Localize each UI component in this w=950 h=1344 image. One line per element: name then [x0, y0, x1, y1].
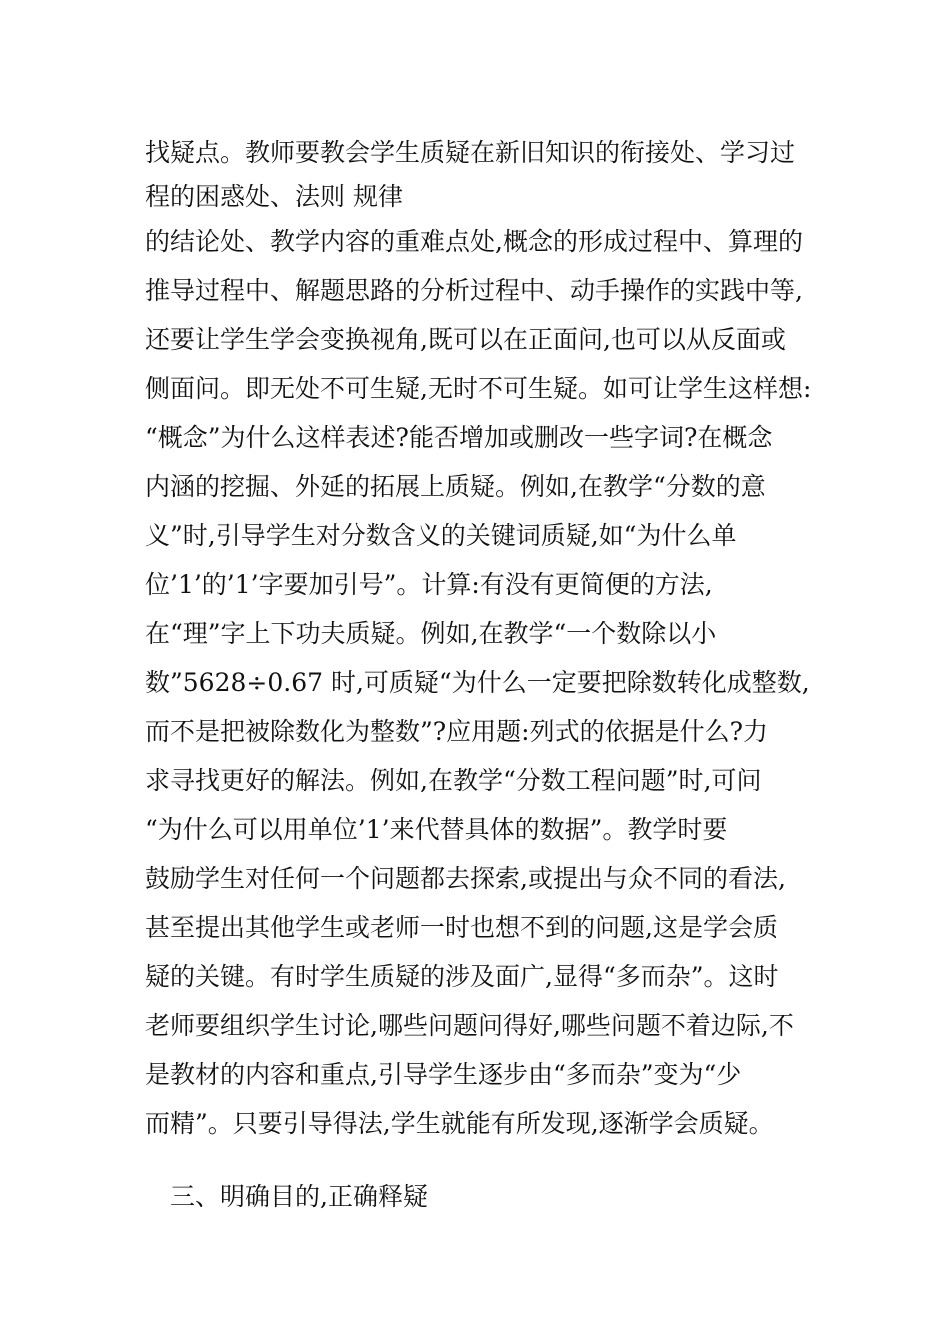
text-line: 甚至提出其他学生或老师一时也想不到的问题,这是学会质: [145, 913, 778, 942]
text-line: 内涵的挖掘、外延的拓展上质疑。例如,在教学“分数的意: [145, 472, 766, 501]
body-paragraph: [145, 128, 825, 1148]
text-line: 求寻找更好的解法。例如,在教学“分数工程问题”时,可问: [145, 766, 762, 795]
text-line: 推导过程中、解题思路的分析过程中、动手操作的实践中等,: [145, 276, 803, 305]
text-line: 而精”。只要引导得法,学生就能有所发现,逐渐学会质疑。: [145, 1109, 774, 1138]
text-line: 找疑点。教师要教会学生质疑在新旧知识的衔接处、学习过: [145, 138, 796, 167]
text-line: 位’1’的’1’字要加引号”。计算:有没有更简便的方法,: [145, 570, 713, 599]
text-line: “概念”为什么这样表述?能否增加或删改一些字词?在概念: [145, 423, 773, 452]
text-line: 义”时,引导学生对分数含义的关键词质疑,如“为什么单: [145, 521, 737, 550]
text-line: 是教材的内容和重点,引导学生逐步由“多而杂”变为“少: [145, 1060, 742, 1089]
text-line: 鼓励学生对任何一个问题都去探索,或提出与众不同的看法,: [145, 864, 786, 893]
text-line: 而不是把被除数化为整数”?应用题:列式的依据是什么?力: [145, 717, 769, 746]
text-line: 在“理”字上下功夫质疑。例如,在教学“一个数除以小: [145, 619, 717, 648]
text-line: 疑的关键。有时学生质疑的涉及面广,显得“多而杂”。这时: [145, 962, 779, 991]
section-heading: 三、明确目的,正确释疑: [170, 1182, 428, 1211]
text-line: “为什么可以用单位’1’来代替具体的数据”。教学时要: [145, 815, 728, 844]
text-line: 数”5628÷0.67 时,可质疑“为什么一定要把除数转化成整数,: [145, 668, 810, 697]
text-line: 的结论处、教学内容的重难点处,概念的形成过程中、算理的: [145, 227, 803, 256]
text-line: 老师要组织学生讨论,哪些问题问得好,哪些问题不着边际,不: [145, 1011, 794, 1040]
text-line: 还要让学生学会变换视角,既可以在正面问,也可以从反面或: [145, 325, 786, 354]
text-line: 侧面问。即无处不可生疑,无时不可生疑。如可让学生这样想:: [145, 374, 812, 403]
text-line: 程的困惑处、法则 规律: [145, 182, 403, 211]
